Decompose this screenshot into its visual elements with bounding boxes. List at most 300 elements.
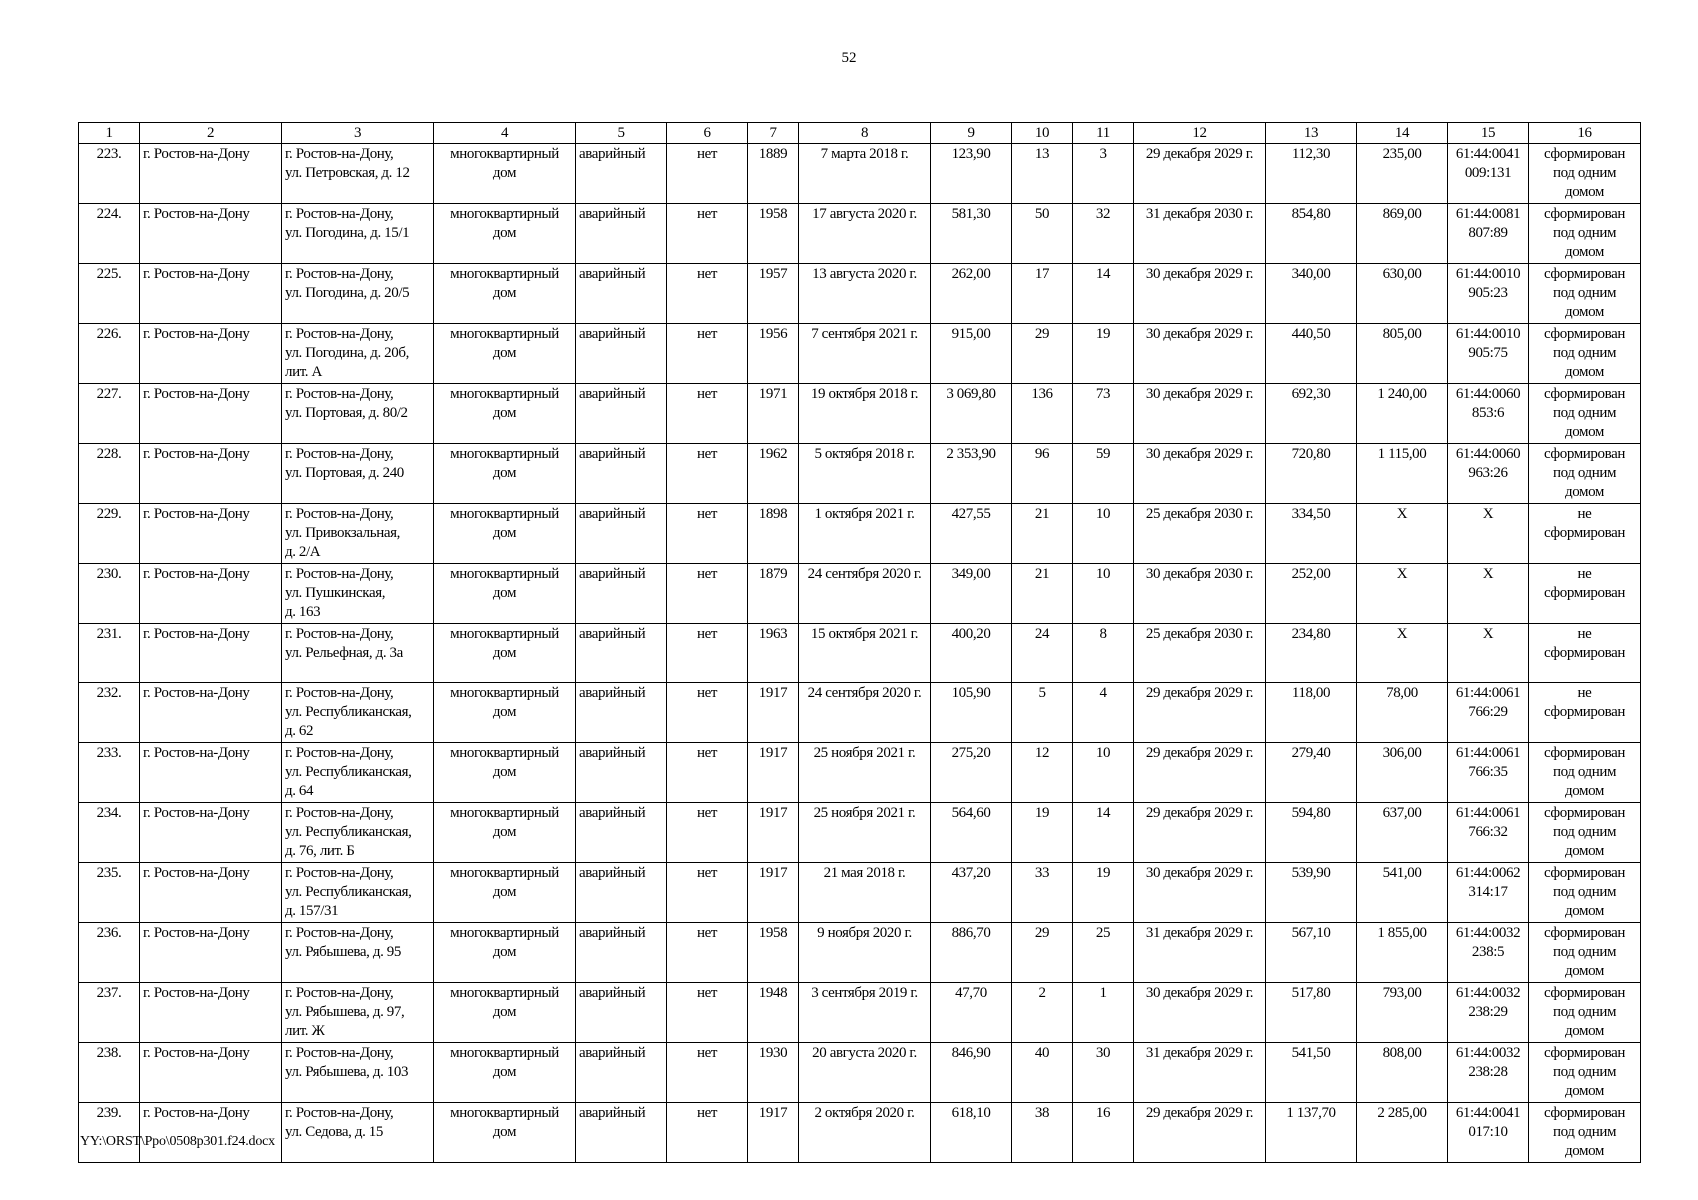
residents-count-cell: 29 bbox=[1012, 923, 1073, 983]
row-number-cell: 235. bbox=[79, 863, 140, 923]
column-header-12: 12 bbox=[1134, 123, 1266, 144]
object-type-cell: многоквартирный дом bbox=[434, 743, 576, 803]
plot-area-cell: 869,00 bbox=[1357, 204, 1448, 264]
cadastral-number-cell: 61:44:0062 314:17 bbox=[1448, 863, 1529, 923]
column-header-8: 8 bbox=[799, 123, 931, 144]
row-number-cell: 232. bbox=[79, 683, 140, 743]
plot-status-cell: сформирован под одним домом bbox=[1529, 983, 1641, 1043]
land-area-cell: 720,80 bbox=[1266, 444, 1357, 504]
object-type-cell: многоквартирный дом bbox=[434, 204, 576, 264]
table-row bbox=[79, 564, 1641, 624]
plot-area-cell: 306,00 bbox=[1357, 743, 1448, 803]
status-cell: нет bbox=[667, 863, 748, 923]
total-area-cell: 437,20 bbox=[931, 863, 1012, 923]
land-area-cell: 594,80 bbox=[1266, 803, 1357, 863]
recognition-date-cell: 2 октября 2020 г. bbox=[799, 1103, 931, 1163]
premises-count-cell: 1 bbox=[1073, 983, 1134, 1043]
resettlement-deadline-cell: 29 декабря 2029 г. bbox=[1134, 144, 1266, 204]
status-cell: нет bbox=[667, 324, 748, 384]
address-cell: г. Ростов-на-Дону, ул. Портовая, д. 80/2 bbox=[282, 384, 434, 444]
plot-status-cell: сформирован под одним домом bbox=[1529, 324, 1641, 384]
address-cell: г. Ростов-на-Дону, ул. Республиканская, д. 62 bbox=[282, 683, 434, 743]
residents-count-cell: 5 bbox=[1012, 683, 1073, 743]
recognition-date-cell: 20 августа 2020 г. bbox=[799, 1043, 931, 1103]
build-year-cell: 1958 bbox=[748, 204, 799, 264]
residents-count-cell: 29 bbox=[1012, 324, 1073, 384]
premises-count-cell: 16 bbox=[1073, 1103, 1134, 1163]
build-year-cell: 1917 bbox=[748, 743, 799, 803]
settlement-cell: г. Ростов-на-Дону bbox=[140, 624, 282, 683]
status-cell: нет bbox=[667, 504, 748, 564]
settlement-cell: г. Ростов-на-Дону bbox=[140, 863, 282, 923]
residents-count-cell: 13 bbox=[1012, 144, 1073, 204]
build-year-cell: 1958 bbox=[748, 923, 799, 983]
resettlement-deadline-cell: 30 декабря 2029 г. bbox=[1134, 983, 1266, 1043]
premises-count-cell: 3 bbox=[1073, 144, 1134, 204]
plot-area-cell: 1 115,00 bbox=[1357, 444, 1448, 504]
plot-status-cell: сформирован под одним домом bbox=[1529, 1043, 1641, 1103]
land-area-cell: 440,50 bbox=[1266, 324, 1357, 384]
recognition-date-cell: 24 сентября 2020 г. bbox=[799, 564, 931, 624]
column-header-2: 2 bbox=[140, 123, 282, 144]
status-cell: нет bbox=[667, 384, 748, 444]
address-cell: г. Ростов-на-Дону, ул. Привокзальная, д. 2/А bbox=[282, 504, 434, 564]
row-number-cell: 228. bbox=[79, 444, 140, 504]
residents-count-cell: 21 bbox=[1012, 564, 1073, 624]
resettlement-deadline-cell: 30 декабря 2029 г. bbox=[1134, 264, 1266, 324]
settlement-cell: г. Ростов-на-Дону bbox=[140, 384, 282, 444]
plot-area-cell: 541,00 bbox=[1357, 863, 1448, 923]
premises-count-cell: 14 bbox=[1073, 803, 1134, 863]
plot-status-cell: сформирован под одним домом bbox=[1529, 444, 1641, 504]
resettlement-deadline-cell: 29 декабря 2029 г. bbox=[1134, 683, 1266, 743]
table-row bbox=[79, 863, 1641, 923]
total-area-cell: 618,10 bbox=[931, 1103, 1012, 1163]
residents-count-cell: 40 bbox=[1012, 1043, 1073, 1103]
land-area-cell: 252,00 bbox=[1266, 564, 1357, 624]
condition-cell: аварийный bbox=[576, 444, 667, 504]
total-area-cell: 47,70 bbox=[931, 983, 1012, 1043]
plot-area-cell: 805,00 bbox=[1357, 324, 1448, 384]
land-area-cell: 692,30 bbox=[1266, 384, 1357, 444]
recognition-date-cell: 7 сентября 2021 г. bbox=[799, 324, 931, 384]
object-type-cell: многоквартирный дом bbox=[434, 1103, 576, 1163]
premises-count-cell: 10 bbox=[1073, 743, 1134, 803]
resettlement-deadline-cell: 30 декабря 2029 г. bbox=[1134, 384, 1266, 444]
settlement-cell: г. Ростов-на-Дону bbox=[140, 1103, 282, 1163]
plot-status-cell: сформирован под одним домом bbox=[1529, 1103, 1641, 1163]
settlement-cell: г. Ростов-на-Дону bbox=[140, 803, 282, 863]
total-area-cell: 427,55 bbox=[931, 504, 1012, 564]
status-cell: нет bbox=[667, 1043, 748, 1103]
cadastral-number-cell: 61:44:0041 017:10 bbox=[1448, 1103, 1529, 1163]
column-header-10: 10 bbox=[1012, 123, 1073, 144]
address-cell: г. Ростов-на-Дону, ул. Погодина, д. 15/1 bbox=[282, 204, 434, 264]
table-row bbox=[79, 923, 1641, 983]
recognition-date-cell: 21 мая 2018 г. bbox=[799, 863, 931, 923]
table-row bbox=[79, 743, 1641, 803]
address-cell: г. Ростов-на-Дону, ул. Республиканская, д. 64 bbox=[282, 743, 434, 803]
settlement-cell: г. Ростов-на-Дону bbox=[140, 564, 282, 624]
premises-count-cell: 32 bbox=[1073, 204, 1134, 264]
settlement-cell: г. Ростов-на-Дону bbox=[140, 144, 282, 204]
status-cell: нет bbox=[667, 564, 748, 624]
total-area-cell: 349,00 bbox=[931, 564, 1012, 624]
column-header-16: 16 bbox=[1529, 123, 1641, 144]
condition-cell: аварийный bbox=[576, 1043, 667, 1103]
build-year-cell: 1898 bbox=[748, 504, 799, 564]
build-year-cell: 1917 bbox=[748, 1103, 799, 1163]
row-number-cell: 223. bbox=[79, 144, 140, 204]
build-year-cell: 1879 bbox=[748, 564, 799, 624]
land-area-cell: 567,10 bbox=[1266, 923, 1357, 983]
table-row bbox=[79, 1043, 1641, 1103]
row-number-cell: 233. bbox=[79, 743, 140, 803]
plot-status-cell: сформирован под одним домом bbox=[1529, 923, 1641, 983]
condition-cell: аварийный bbox=[576, 564, 667, 624]
cadastral-number-cell: 61:44:0010 905:23 bbox=[1448, 264, 1529, 324]
condition-cell: аварийный bbox=[576, 863, 667, 923]
row-number-cell: 224. bbox=[79, 204, 140, 264]
land-area-cell: 234,80 bbox=[1266, 624, 1357, 683]
recognition-date-cell: 7 марта 2018 г. bbox=[799, 144, 931, 204]
premises-count-cell: 19 bbox=[1073, 863, 1134, 923]
cadastral-number-cell: 61:44:0041 009:131 bbox=[1448, 144, 1529, 204]
resettlement-deadline-cell: 25 декабря 2030 г. bbox=[1134, 504, 1266, 564]
residents-count-cell: 2 bbox=[1012, 983, 1073, 1043]
land-area-cell: 854,80 bbox=[1266, 204, 1357, 264]
premises-count-cell: 73 bbox=[1073, 384, 1134, 444]
resettlement-deadline-cell: 31 декабря 2029 г. bbox=[1134, 1043, 1266, 1103]
build-year-cell: 1930 bbox=[748, 1043, 799, 1103]
settlement-cell: г. Ростов-на-Дону bbox=[140, 923, 282, 983]
status-cell: нет bbox=[667, 444, 748, 504]
table-row bbox=[79, 983, 1641, 1043]
build-year-cell: 1889 bbox=[748, 144, 799, 204]
total-area-cell: 3 069,80 bbox=[931, 384, 1012, 444]
condition-cell: аварийный bbox=[576, 803, 667, 863]
column-number-row bbox=[79, 123, 1641, 144]
row-number-cell: 229. bbox=[79, 504, 140, 564]
condition-cell: аварийный bbox=[576, 384, 667, 444]
status-cell: нет bbox=[667, 803, 748, 863]
housing-registry-table bbox=[78, 122, 1641, 1163]
plot-status-cell: сформирован под одним домом bbox=[1529, 743, 1641, 803]
column-header-6: 6 bbox=[667, 123, 748, 144]
plot-status-cell: сформирован под одним домом bbox=[1529, 264, 1641, 324]
premises-count-cell: 19 bbox=[1073, 324, 1134, 384]
plot-area-cell: 78,00 bbox=[1357, 683, 1448, 743]
plot-area-cell: Х bbox=[1357, 564, 1448, 624]
recognition-date-cell: 15 октября 2021 г. bbox=[799, 624, 931, 683]
row-number-cell: 231. bbox=[79, 624, 140, 683]
recognition-date-cell: 3 сентября 2019 г. bbox=[799, 983, 931, 1043]
land-area-cell: 279,40 bbox=[1266, 743, 1357, 803]
plot-status-cell: сформирован под одним домом bbox=[1529, 863, 1641, 923]
table-row bbox=[79, 144, 1641, 204]
residents-count-cell: 19 bbox=[1012, 803, 1073, 863]
address-cell: г. Ростов-на-Дону, ул. Республиканская, д. 76, лит. Б bbox=[282, 803, 434, 863]
address-cell: г. Ростов-на-Дону, ул. Петровская, д. 12 bbox=[282, 144, 434, 204]
object-type-cell: многоквартирный дом bbox=[434, 324, 576, 384]
total-area-cell: 564,60 bbox=[931, 803, 1012, 863]
land-area-cell: 541,50 bbox=[1266, 1043, 1357, 1103]
land-area-cell: 539,90 bbox=[1266, 863, 1357, 923]
resettlement-deadline-cell: 25 декабря 2030 г. bbox=[1134, 624, 1266, 683]
status-cell: нет bbox=[667, 743, 748, 803]
row-number-cell: 230. bbox=[79, 564, 140, 624]
total-area-cell: 886,70 bbox=[931, 923, 1012, 983]
plot-status-cell: сформирован под одним домом bbox=[1529, 204, 1641, 264]
recognition-date-cell: 5 октября 2018 г. bbox=[799, 444, 931, 504]
object-type-cell: многоквартирный дом bbox=[434, 564, 576, 624]
residents-count-cell: 17 bbox=[1012, 264, 1073, 324]
settlement-cell: г. Ростов-на-Дону bbox=[140, 324, 282, 384]
address-cell: г. Ростов-на-Дону, ул. Рябышева, д. 95 bbox=[282, 923, 434, 983]
cadastral-number-cell: 61:44:0032 238:5 bbox=[1448, 923, 1529, 983]
settlement-cell: г. Ростов-на-Дону bbox=[140, 264, 282, 324]
cadastral-number-cell: 61:44:0061 766:32 bbox=[1448, 803, 1529, 863]
condition-cell: аварийный bbox=[576, 204, 667, 264]
condition-cell: аварийный bbox=[576, 743, 667, 803]
row-number-cell: 236. bbox=[79, 923, 140, 983]
page-number: 52 bbox=[841, 50, 857, 66]
table-row bbox=[79, 444, 1641, 504]
resettlement-deadline-cell: 30 декабря 2029 г. bbox=[1134, 444, 1266, 504]
status-cell: нет bbox=[667, 204, 748, 264]
condition-cell: аварийный bbox=[576, 504, 667, 564]
row-number-cell: 227. bbox=[79, 384, 140, 444]
condition-cell: аварийный bbox=[576, 624, 667, 683]
total-area-cell: 105,90 bbox=[931, 683, 1012, 743]
build-year-cell: 1956 bbox=[748, 324, 799, 384]
column-header-4: 4 bbox=[434, 123, 576, 144]
build-year-cell: 1957 bbox=[748, 264, 799, 324]
object-type-cell: многоквартирный дом bbox=[434, 264, 576, 324]
plot-status-cell: не сформирован bbox=[1529, 624, 1641, 683]
residents-count-cell: 21 bbox=[1012, 504, 1073, 564]
total-area-cell: 915,00 bbox=[931, 324, 1012, 384]
condition-cell: аварийный bbox=[576, 683, 667, 743]
land-area-cell: 1 137,70 bbox=[1266, 1103, 1357, 1163]
cadastral-number-cell: 61:44:0032 238:29 bbox=[1448, 983, 1529, 1043]
plot-status-cell: сформирован под одним домом bbox=[1529, 384, 1641, 444]
row-number-cell: 234. bbox=[79, 803, 140, 863]
column-header-11: 11 bbox=[1073, 123, 1134, 144]
table-row bbox=[79, 624, 1641, 683]
object-type-cell: многоквартирный дом bbox=[434, 1043, 576, 1103]
resettlement-deadline-cell: 29 декабря 2029 г. bbox=[1134, 803, 1266, 863]
total-area-cell: 400,20 bbox=[931, 624, 1012, 683]
settlement-cell: г. Ростов-на-Дону bbox=[140, 204, 282, 264]
recognition-date-cell: 19 октября 2018 г. bbox=[799, 384, 931, 444]
object-type-cell: многоквартирный дом bbox=[434, 803, 576, 863]
address-cell: г. Ростов-на-Дону, ул. Пушкинская, д. 163 bbox=[282, 564, 434, 624]
address-cell: г. Ростов-на-Дону, ул. Погодина, д. 20/5 bbox=[282, 264, 434, 324]
column-header-9: 9 bbox=[931, 123, 1012, 144]
plot-area-cell: 2 285,00 bbox=[1357, 1103, 1448, 1163]
recognition-date-cell: 25 ноября 2021 г. bbox=[799, 743, 931, 803]
total-area-cell: 846,90 bbox=[931, 1043, 1012, 1103]
total-area-cell: 123,90 bbox=[931, 144, 1012, 204]
resettlement-deadline-cell: 29 декабря 2029 г. bbox=[1134, 743, 1266, 803]
recognition-date-cell: 13 августа 2020 г. bbox=[799, 264, 931, 324]
column-header-7: 7 bbox=[748, 123, 799, 144]
total-area-cell: 2 353,90 bbox=[931, 444, 1012, 504]
total-area-cell: 262,00 bbox=[931, 264, 1012, 324]
build-year-cell: 1948 bbox=[748, 983, 799, 1043]
condition-cell: аварийный bbox=[576, 144, 667, 204]
status-cell: нет bbox=[667, 683, 748, 743]
plot-area-cell: Х bbox=[1357, 504, 1448, 564]
column-header-15: 15 bbox=[1448, 123, 1529, 144]
object-type-cell: многоквартирный дом bbox=[434, 384, 576, 444]
resettlement-deadline-cell: 30 декабря 2029 г. bbox=[1134, 863, 1266, 923]
premises-count-cell: 59 bbox=[1073, 444, 1134, 504]
address-cell: г. Ростов-на-Дону, ул. Портовая, д. 240 bbox=[282, 444, 434, 504]
recognition-date-cell: 9 ноября 2020 г. bbox=[799, 923, 931, 983]
object-type-cell: многоквартирный дом bbox=[434, 144, 576, 204]
plot-status-cell: сформирован под одним домом bbox=[1529, 803, 1641, 863]
table-row bbox=[79, 1103, 1641, 1163]
resettlement-deadline-cell: 30 декабря 2029 г. bbox=[1134, 324, 1266, 384]
residents-count-cell: 96 bbox=[1012, 444, 1073, 504]
object-type-cell: многоквартирный дом bbox=[434, 983, 576, 1043]
total-area-cell: 275,20 bbox=[931, 743, 1012, 803]
row-number-cell: 238. bbox=[79, 1043, 140, 1103]
plot-status-cell: не сформирован bbox=[1529, 564, 1641, 624]
status-cell: нет bbox=[667, 923, 748, 983]
object-type-cell: многоквартирный дом bbox=[434, 504, 576, 564]
recognition-date-cell: 1 октября 2021 г. bbox=[799, 504, 931, 564]
cadastral-number-cell: 61:44:0061 766:29 bbox=[1448, 683, 1529, 743]
row-number-cell: 237. bbox=[79, 983, 140, 1043]
status-cell: нет bbox=[667, 624, 748, 683]
column-header-1: 1 bbox=[79, 123, 140, 144]
recognition-date-cell: 17 августа 2020 г. bbox=[799, 204, 931, 264]
table-row bbox=[79, 683, 1641, 743]
address-cell: г. Ростов-на-Дону, ул. Погодина, д. 20б, лит. А bbox=[282, 324, 434, 384]
build-year-cell: 1917 bbox=[748, 863, 799, 923]
cadastral-number-cell: 61:44:0060 963:26 bbox=[1448, 444, 1529, 504]
column-header-14: 14 bbox=[1357, 123, 1448, 144]
address-cell: г. Ростов-на-Дону, ул. Республиканская, д. 157/31 bbox=[282, 863, 434, 923]
settlement-cell: г. Ростов-на-Дону bbox=[140, 683, 282, 743]
status-cell: нет bbox=[667, 144, 748, 204]
table-row bbox=[79, 384, 1641, 444]
condition-cell: аварийный bbox=[576, 923, 667, 983]
row-number-cell: 225. bbox=[79, 264, 140, 324]
recognition-date-cell: 25 ноября 2021 г. bbox=[799, 803, 931, 863]
column-header-5: 5 bbox=[576, 123, 667, 144]
condition-cell: аварийный bbox=[576, 324, 667, 384]
land-area-cell: 517,80 bbox=[1266, 983, 1357, 1043]
resettlement-deadline-cell: 29 декабря 2029 г. bbox=[1134, 1103, 1266, 1163]
status-cell: нет bbox=[667, 1103, 748, 1163]
settlement-cell: г. Ростов-на-Дону bbox=[140, 743, 282, 803]
table-row bbox=[79, 803, 1641, 863]
condition-cell: аварийный bbox=[576, 983, 667, 1043]
row-number-cell: 239. bbox=[79, 1103, 140, 1163]
column-header-3: 3 bbox=[282, 123, 434, 144]
premises-count-cell: 25 bbox=[1073, 923, 1134, 983]
plot-area-cell: Х bbox=[1357, 624, 1448, 683]
registry-body bbox=[79, 144, 1641, 1163]
residents-count-cell: 136 bbox=[1012, 384, 1073, 444]
resettlement-deadline-cell: 31 декабря 2030 г. bbox=[1134, 204, 1266, 264]
resettlement-deadline-cell: 31 декабря 2029 г. bbox=[1134, 923, 1266, 983]
land-area-cell: 334,50 bbox=[1266, 504, 1357, 564]
total-area-cell: 581,30 bbox=[931, 204, 1012, 264]
settlement-cell: г. Ростов-на-Дону bbox=[140, 504, 282, 564]
residents-count-cell: 33 bbox=[1012, 863, 1073, 923]
resettlement-deadline-cell: 30 декабря 2030 г. bbox=[1134, 564, 1266, 624]
residents-count-cell: 12 bbox=[1012, 743, 1073, 803]
premises-count-cell: 10 bbox=[1073, 564, 1134, 624]
premises-count-cell: 14 bbox=[1073, 264, 1134, 324]
object-type-cell: многоквартирный дом bbox=[434, 923, 576, 983]
cadastral-number-cell: Х bbox=[1448, 564, 1529, 624]
address-cell: г. Ростов-на-Дону, ул. Рельефная, д. 3а bbox=[282, 624, 434, 683]
cadastral-number-cell: Х bbox=[1448, 504, 1529, 564]
premises-count-cell: 8 bbox=[1073, 624, 1134, 683]
plot-area-cell: 1 855,00 bbox=[1357, 923, 1448, 983]
premises-count-cell: 10 bbox=[1073, 504, 1134, 564]
build-year-cell: 1962 bbox=[748, 444, 799, 504]
object-type-cell: многоквартирный дом bbox=[434, 863, 576, 923]
cadastral-number-cell: 61:44:0060 853:6 bbox=[1448, 384, 1529, 444]
condition-cell: аварийный bbox=[576, 264, 667, 324]
residents-count-cell: 50 bbox=[1012, 204, 1073, 264]
build-year-cell: 1963 bbox=[748, 624, 799, 683]
build-year-cell: 1917 bbox=[748, 683, 799, 743]
plot-status-cell: не сформирован bbox=[1529, 683, 1641, 743]
file-path-footer: YY:\ORST\Ppo\0508p301.f24.docx bbox=[80, 1134, 275, 1149]
settlement-cell: г. Ростов-на-Дону bbox=[140, 444, 282, 504]
table-row bbox=[79, 204, 1641, 264]
cadastral-number-cell: 61:44:0081 807:89 bbox=[1448, 204, 1529, 264]
plot-area-cell: 630,00 bbox=[1357, 264, 1448, 324]
land-area-cell: 118,00 bbox=[1266, 683, 1357, 743]
object-type-cell: многоквартирный дом bbox=[434, 444, 576, 504]
settlement-cell: г. Ростов-на-Дону bbox=[140, 983, 282, 1043]
cadastral-number-cell: Х bbox=[1448, 624, 1529, 683]
plot-area-cell: 235,00 bbox=[1357, 144, 1448, 204]
recognition-date-cell: 24 сентября 2020 г. bbox=[799, 683, 931, 743]
cadastral-number-cell: 61:44:0010 905:75 bbox=[1448, 324, 1529, 384]
plot-status-cell: сформирован под одним домом bbox=[1529, 144, 1641, 204]
cadastral-number-cell: 61:44:0032 238:28 bbox=[1448, 1043, 1529, 1103]
settlement-cell: г. Ростов-на-Дону bbox=[140, 1043, 282, 1103]
status-cell: нет bbox=[667, 264, 748, 324]
premises-count-cell: 30 bbox=[1073, 1043, 1134, 1103]
plot-status-cell: не сформирован bbox=[1529, 504, 1641, 564]
land-area-cell: 112,30 bbox=[1266, 144, 1357, 204]
residents-count-cell: 38 bbox=[1012, 1103, 1073, 1163]
build-year-cell: 1917 bbox=[748, 803, 799, 863]
plot-area-cell: 808,00 bbox=[1357, 1043, 1448, 1103]
plot-area-cell: 637,00 bbox=[1357, 803, 1448, 863]
plot-area-cell: 793,00 bbox=[1357, 983, 1448, 1043]
table-row bbox=[79, 324, 1641, 384]
row-number-cell: 226. bbox=[79, 324, 140, 384]
cadastral-number-cell: 61:44:0061 766:35 bbox=[1448, 743, 1529, 803]
table-row bbox=[79, 504, 1641, 564]
address-cell: г. Ростов-на-Дону, ул. Рябышева, д. 103 bbox=[282, 1043, 434, 1103]
column-header-13: 13 bbox=[1266, 123, 1357, 144]
condition-cell: аварийный bbox=[576, 1103, 667, 1163]
residents-count-cell: 24 bbox=[1012, 624, 1073, 683]
